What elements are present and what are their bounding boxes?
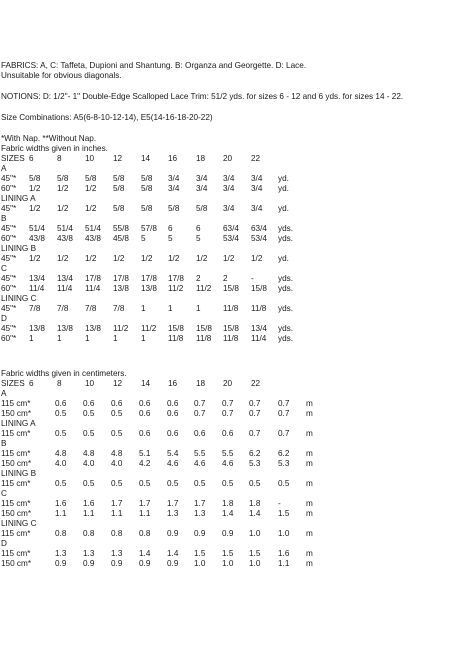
yardage-cell: 1 (141, 304, 146, 313)
yardage-cell: 5.5 (194, 449, 206, 458)
yardage-cell: 0.6 (139, 429, 151, 438)
unit-cell: yd. (278, 204, 289, 213)
fabric-width-cell: 45"* (1, 174, 17, 183)
yardage-cell: 0.7 (194, 409, 206, 418)
view-label: C (1, 489, 7, 498)
unit-cell: m (306, 509, 313, 518)
yardage-cell: 0.7 (249, 399, 261, 408)
yardage-cell: 5/8 (113, 174, 125, 183)
yardage-cell: 51/4 (85, 224, 101, 233)
yardage-cell: 4.0 (111, 459, 123, 468)
yardage-cell: 15/8 (251, 284, 267, 293)
view-label: LINING C (1, 294, 37, 303)
size-header-cell: 10 (85, 379, 95, 388)
yardage-cell: 0.9 (222, 529, 234, 538)
yardage-cell: 7/8 (113, 304, 125, 313)
yardage-cell: 11/4 (29, 284, 45, 293)
yardage-cell: 6.2 (249, 449, 261, 458)
fabric-width-cell: 150 cm* (1, 409, 32, 418)
yardage-cell: 17/8 (85, 274, 101, 283)
unit-cell: yds. (278, 234, 294, 243)
yardage-cell: 57/8 (141, 224, 157, 233)
yardage-cell: 0.8 (139, 529, 151, 538)
yardage-cell: 1/2 (113, 254, 125, 263)
size-header-cell: 6 (29, 379, 34, 388)
yardage-cell: 5.3 (278, 459, 290, 468)
yardage-cell: 0.9 (167, 529, 179, 538)
yardage-cell: 0.6 (167, 429, 179, 438)
unit-cell: m (306, 559, 313, 568)
yardage-cell: 11/4 (57, 284, 73, 293)
yardage-cell: 0.9 (194, 529, 206, 538)
yardage-cell: 1/2 (29, 204, 41, 213)
yardage-cell: 0.5 (222, 479, 234, 488)
yardage-cell: 0.7 (194, 399, 206, 408)
yardage-cell: 5/8 (141, 174, 153, 183)
yardage-cell: 3/4 (223, 184, 235, 193)
yardage-cell: 63/4 (251, 224, 267, 233)
yardage-cell: 2 (196, 274, 201, 283)
yardage-cell: 1/2 (29, 184, 41, 193)
unit-cell: yds. (278, 274, 294, 283)
yardage-cell: 15/8 (168, 324, 184, 333)
yardage-cell: 5/8 (141, 184, 153, 193)
yardage-cell: 0.6 (139, 399, 151, 408)
yardage-cell: 1.3 (55, 549, 67, 558)
yardage-cell: 1/2 (57, 254, 69, 263)
yardage-cell: - (278, 499, 281, 508)
yardage-cell: 0.8 (83, 529, 95, 538)
size-header-cell: 18 (196, 379, 206, 388)
yardage-cell: 1/2 (85, 204, 97, 213)
view-label: B (1, 214, 7, 223)
yardage-cell: 1.3 (83, 549, 95, 558)
view-label: C (1, 264, 7, 273)
yardage-cell: 0.6 (167, 409, 179, 418)
fabric-width-cell: 60"* (1, 184, 17, 193)
yardage-cell: 6.2 (278, 449, 290, 458)
fabric-width-cell: 150 cm* (1, 459, 32, 468)
yardage-cell: 1.4 (167, 549, 179, 558)
yardage-cell: 45/8 (113, 234, 129, 243)
yardage-cell: 1/2 (57, 204, 69, 213)
yardage-cell: 53/4 (251, 234, 267, 243)
yardage-cell: 1.6 (83, 499, 95, 508)
fabric-width-cell: 45"* (1, 324, 17, 333)
yardage-cell: 1.0 (194, 559, 206, 568)
yardage-cell: 1.4 (249, 509, 261, 518)
yardage-cell: 0.7 (278, 399, 290, 408)
yardage-cell: 1.1 (55, 509, 67, 518)
yardage-cell: 3/4 (251, 184, 263, 193)
yardage-cell: 4.0 (83, 459, 95, 468)
yardage-cell: 3/4 (168, 184, 180, 193)
yardage-cell: 0.9 (139, 559, 151, 568)
yardage-cell: 1/2 (29, 254, 41, 263)
yardage-cell: 1 (141, 334, 146, 343)
yardage-cell: 51/4 (57, 224, 73, 233)
yardage-cell: 11/8 (223, 334, 239, 343)
yardage-cell: 11/4 (251, 334, 267, 343)
yardage-cell: 11/2 (168, 284, 184, 293)
yardage-cell: 11/4 (85, 284, 101, 293)
yardage-cell: 5/8 (196, 204, 208, 213)
size-header-cell: 22 (251, 379, 261, 388)
fabric-width-cell: 60"* (1, 334, 17, 343)
yardage-cell: 3/4 (251, 204, 263, 213)
yardage-cell: 1.0 (249, 559, 261, 568)
table-caption: Fabric widths given in centimeters. (1, 369, 127, 378)
fabric-width-cell: 60"* (1, 234, 17, 243)
size-header-cell: 20 (223, 379, 233, 388)
yardage-cell: 1.5 (222, 549, 234, 558)
sizes-label: SIZES (1, 154, 25, 163)
yardage-cell: 5/8 (113, 184, 125, 193)
yardage-cell: 1 (29, 334, 34, 343)
size-combinations: Size Combinations: A5(6-8-10-12-14), E5(14-16-18-20-22) (1, 113, 213, 122)
yardage-cell: 1.4 (222, 509, 234, 518)
fabric-width-cell: 115 cm* (1, 449, 31, 458)
yardage-cell: 0.9 (111, 559, 123, 568)
unit-cell: yds. (278, 304, 294, 313)
fabric-width-cell: 60"* (1, 284, 17, 293)
yardage-cell: 0.7 (222, 399, 234, 408)
yardage-cell: 3/4 (223, 174, 235, 183)
unit-cell: m (306, 499, 313, 508)
yardage-cell: 5.3 (249, 459, 261, 468)
size-header-cell: 14 (141, 379, 151, 388)
yardage-cell: 0.5 (83, 429, 95, 438)
fabric-width-cell: 150 cm* (1, 559, 32, 568)
yardage-cell: 5/8 (113, 204, 125, 213)
size-header-cell: 20 (223, 154, 233, 163)
yardage-cell: 0.7 (249, 409, 261, 418)
yardage-cell: 11/8 (223, 304, 239, 313)
unit-cell: yds. (278, 224, 294, 233)
yardage-cell: 2 (223, 274, 228, 283)
yardage-cell: 5/8 (29, 174, 41, 183)
yardage-cell: 4.6 (194, 459, 206, 468)
yardage-cell: 5/8 (85, 174, 97, 183)
yardage-cell: 1/2 (251, 254, 263, 263)
fabric-width-cell: 115 cm* (1, 429, 31, 438)
yardage-cell: 0.8 (55, 529, 67, 538)
yardage-cell: 0.7 (249, 429, 261, 438)
yardage-cell: 1.3 (111, 549, 123, 558)
yardage-cell: 0.6 (55, 399, 67, 408)
sizes-label: SIZES (1, 379, 25, 388)
yardage-cell: 0.5 (83, 479, 95, 488)
yardage-cell: 13/4 (251, 324, 267, 333)
yardage-cell: 13/8 (113, 284, 129, 293)
yardage-cell: 1/2 (141, 254, 153, 263)
fabric-width-cell: 115 cm* (1, 399, 31, 408)
yardage-cell: 4.8 (83, 449, 95, 458)
yardage-cell: 7/8 (29, 304, 41, 313)
unit-cell: m (306, 449, 313, 458)
fabric-width-cell: 115 cm* (1, 499, 31, 508)
fabric-width-cell: 45"* (1, 224, 17, 233)
yardage-cell: 53/4 (223, 234, 239, 243)
unit-cell: m (306, 399, 313, 408)
yardage-cell: 3/4 (196, 184, 208, 193)
size-header-cell: 14 (141, 154, 151, 163)
yardage-cell: 4.2 (139, 459, 151, 468)
yardage-cell: 3/4 (196, 174, 208, 183)
size-header-cell: 8 (57, 379, 62, 388)
view-label: D (1, 539, 7, 548)
yardage-cell: 5 (141, 234, 146, 243)
yardage-cell: 15/8 (223, 284, 239, 293)
fabric-width-cell: 45"* (1, 204, 17, 213)
fabric-width-cell: 45"* (1, 274, 17, 283)
yardage-cell: 4.0 (55, 459, 67, 468)
unit-cell: yds. (278, 324, 294, 333)
fabric-width-cell: 115 cm* (1, 479, 31, 488)
yardage-cell: 5/8 (141, 204, 153, 213)
size-header-cell: 18 (196, 154, 206, 163)
yardage-cell: 15/8 (223, 324, 239, 333)
fabric-width-cell: 45"* (1, 254, 17, 263)
yardage-cell: 0.5 (111, 409, 123, 418)
unit-cell: m (306, 549, 313, 558)
unit-cell: m (306, 459, 313, 468)
table-caption: Fabric widths given in inches. (1, 144, 108, 153)
yardage-cell: 4.6 (167, 459, 179, 468)
yardage-cell: 0.5 (278, 479, 290, 488)
size-header-cell: 10 (85, 154, 95, 163)
view-label: D (1, 314, 7, 323)
yardage-cell: 1.5 (278, 509, 290, 518)
yardage-cell: 0.6 (194, 429, 206, 438)
yardage-cell: 1/2 (223, 254, 235, 263)
size-header-cell: 16 (168, 154, 178, 163)
yardage-cell: 1.1 (278, 559, 290, 568)
fabric-width-cell: 115 cm* (1, 549, 31, 558)
yardage-cell: 5/8 (168, 204, 180, 213)
yardage-cell: - (251, 274, 254, 283)
yardage-cell: 1.0 (249, 529, 261, 538)
yardage-cell: 5 (196, 234, 201, 243)
view-label: B (1, 439, 7, 448)
yardage-cell: 4.6 (222, 459, 234, 468)
yardage-cell: 13/8 (29, 324, 45, 333)
unit-cell: yd. (278, 254, 289, 263)
yardage-cell: 1/2 (168, 254, 180, 263)
yardage-cell: 13/4 (29, 274, 45, 283)
yardage-cell: 0.9 (167, 559, 179, 568)
unit-cell: yd. (278, 174, 289, 183)
yardage-cell: 0.5 (55, 409, 67, 418)
view-label: A (1, 389, 7, 398)
size-header-cell: 16 (168, 379, 178, 388)
yardage-cell: 0.6 (222, 429, 234, 438)
unit-cell: m (306, 529, 313, 538)
yardage-cell: 11/2 (196, 284, 212, 293)
yardage-cell: 7/8 (57, 304, 69, 313)
yardage-cell: 3/4 (168, 174, 180, 183)
size-header-cell: 22 (251, 154, 261, 163)
yardage-cell: 4.8 (111, 449, 123, 458)
yardage-cell: 0.5 (249, 479, 261, 488)
yardage-cell: 1 (57, 334, 62, 343)
yardage-cell: 1.7 (139, 499, 151, 508)
yardage-cell: 6 (168, 224, 173, 233)
yardage-cell: 0.6 (83, 399, 95, 408)
view-label: LINING A (1, 419, 36, 428)
unit-cell: m (306, 479, 313, 488)
yardage-cell: 0.7 (222, 409, 234, 418)
unit-cell: yds. (278, 284, 294, 293)
fabric-width-cell: 150 cm* (1, 509, 32, 518)
yardage-cell: 0.5 (194, 479, 206, 488)
yardage-cell: 0.5 (55, 479, 67, 488)
yardage-cell: 1.7 (167, 499, 179, 508)
yardage-cell: 1.8 (222, 499, 234, 508)
yardage-cell: 1.6 (278, 549, 290, 558)
view-label: A (1, 164, 7, 173)
yardage-cell: 5 (168, 234, 173, 243)
yardage-cell: 11/2 (141, 324, 157, 333)
yardage-cell: 1.5 (249, 549, 261, 558)
yardage-cell: 1.5 (194, 549, 206, 558)
yardage-cell: 0.9 (55, 559, 67, 568)
fabrics-line-2: Unsuitable for obvious diagonals. (1, 71, 122, 80)
yardage-cell: 1.1 (139, 509, 151, 518)
size-header-cell: 6 (29, 154, 34, 163)
yardage-cell: 13/8 (85, 324, 101, 333)
unit-cell: m (306, 409, 313, 418)
yardage-cell: 0.7 (278, 429, 290, 438)
yardage-cell: 0.7 (278, 409, 290, 418)
yardage-cell: 13/4 (57, 274, 73, 283)
yardage-cell: 0.5 (83, 409, 95, 418)
yardage-cell: 1 (113, 334, 118, 343)
size-header-cell: 12 (113, 154, 123, 163)
yardage-cell: 5.4 (167, 449, 179, 458)
yardage-cell: 5.1 (139, 449, 151, 458)
yardage-cell: 0.6 (111, 399, 123, 408)
yardage-cell: 1/2 (85, 254, 97, 263)
yardage-cell: 6 (196, 224, 201, 233)
yardage-cell: 0.6 (167, 399, 179, 408)
yardage-cell: 1.8 (249, 499, 261, 508)
yardage-cell: 55/8 (113, 224, 129, 233)
nap-legend: *With Nap. **Without Nap. (1, 134, 97, 143)
unit-cell: yds. (278, 334, 294, 343)
yardage-cell: 17/8 (141, 274, 157, 283)
view-label: LINING A (1, 194, 36, 203)
yardage-cell: 43/8 (29, 234, 45, 243)
yardage-cell: 7/8 (85, 304, 97, 313)
view-label: LINING C (1, 519, 37, 528)
yardage-cell: 1/2 (85, 184, 97, 193)
yardage-cell: 1.3 (194, 509, 206, 518)
yardage-cell: 11/8 (251, 304, 267, 313)
yardage-cell: 0.5 (111, 479, 123, 488)
yardage-cell: 1 (85, 334, 90, 343)
yardage-cell: 0.5 (139, 479, 151, 488)
yardage-cell: 43/8 (57, 234, 73, 243)
yardage-cell: 5.5 (222, 449, 234, 458)
yardage-cell: 4.8 (55, 449, 67, 458)
yardage-cell: 17/8 (168, 274, 184, 283)
yardage-cell: 1.0 (278, 529, 290, 538)
yardage-cell: 0.8 (111, 529, 123, 538)
yardage-cell: 13/8 (57, 324, 73, 333)
fabric-width-cell: 45"* (1, 304, 17, 313)
yardage-cell: 1.6 (55, 499, 67, 508)
size-header-cell: 8 (57, 154, 62, 163)
view-label: LINING B (1, 244, 37, 253)
yardage-cell: 3/4 (223, 204, 235, 213)
yardage-cell: 1/2 (57, 184, 69, 193)
fabrics-line-1: FABRICS: A, C: Taffeta, Dupioni and Shantung. B: Organza and Georgette. D: Lace. (1, 61, 307, 70)
yardage-cell: 1.4 (139, 549, 151, 558)
unit-cell: yd. (278, 184, 289, 193)
fabric-width-cell: 115 cm* (1, 529, 31, 538)
yardage-cell: 1.1 (83, 509, 95, 518)
yardage-cell: 0.6 (139, 409, 151, 418)
yardage-cell: 1.3 (167, 509, 179, 518)
yardage-cell: 3/4 (251, 174, 263, 183)
yardage-cell: 0.5 (167, 479, 179, 488)
yardage-cell: 13/8 (141, 284, 157, 293)
yardage-cell: 1 (168, 304, 173, 313)
notions-text: NOTIONS: D: 1/2"- 1" Double-Edge Scalloped Lace Trim: 51/2 yds. for sizes 6 - 12 and 6 yds. for sizes 14 - 22. (1, 92, 404, 101)
yardage-cell: 11/8 (196, 334, 212, 343)
yardage-cell: 1.0 (222, 559, 234, 568)
size-header-cell: 12 (113, 379, 123, 388)
yardage-cell: 51/4 (29, 224, 45, 233)
yardage-cell: 11/2 (113, 324, 129, 333)
yardage-cell: 1.7 (194, 499, 206, 508)
yardage-cell: 11/8 (168, 334, 184, 343)
yardage-cell: 5/8 (57, 174, 69, 183)
yardage-cell: 1/2 (196, 254, 208, 263)
yardage-cell: 63/4 (223, 224, 239, 233)
yardage-cell: 1.1 (111, 509, 123, 518)
yardage-cell: 0.9 (83, 559, 95, 568)
yardage-cell: 43/8 (85, 234, 101, 243)
view-label: LINING B (1, 469, 37, 478)
yardage-cell: 15/8 (196, 324, 212, 333)
yardage-cell: 0.5 (111, 429, 123, 438)
yardage-cell: 17/8 (113, 274, 129, 283)
yardage-cell: 0.5 (55, 429, 67, 438)
yardage-cell: 1.7 (111, 499, 123, 508)
yardage-cell: 1 (196, 304, 201, 313)
unit-cell: m (306, 429, 313, 438)
